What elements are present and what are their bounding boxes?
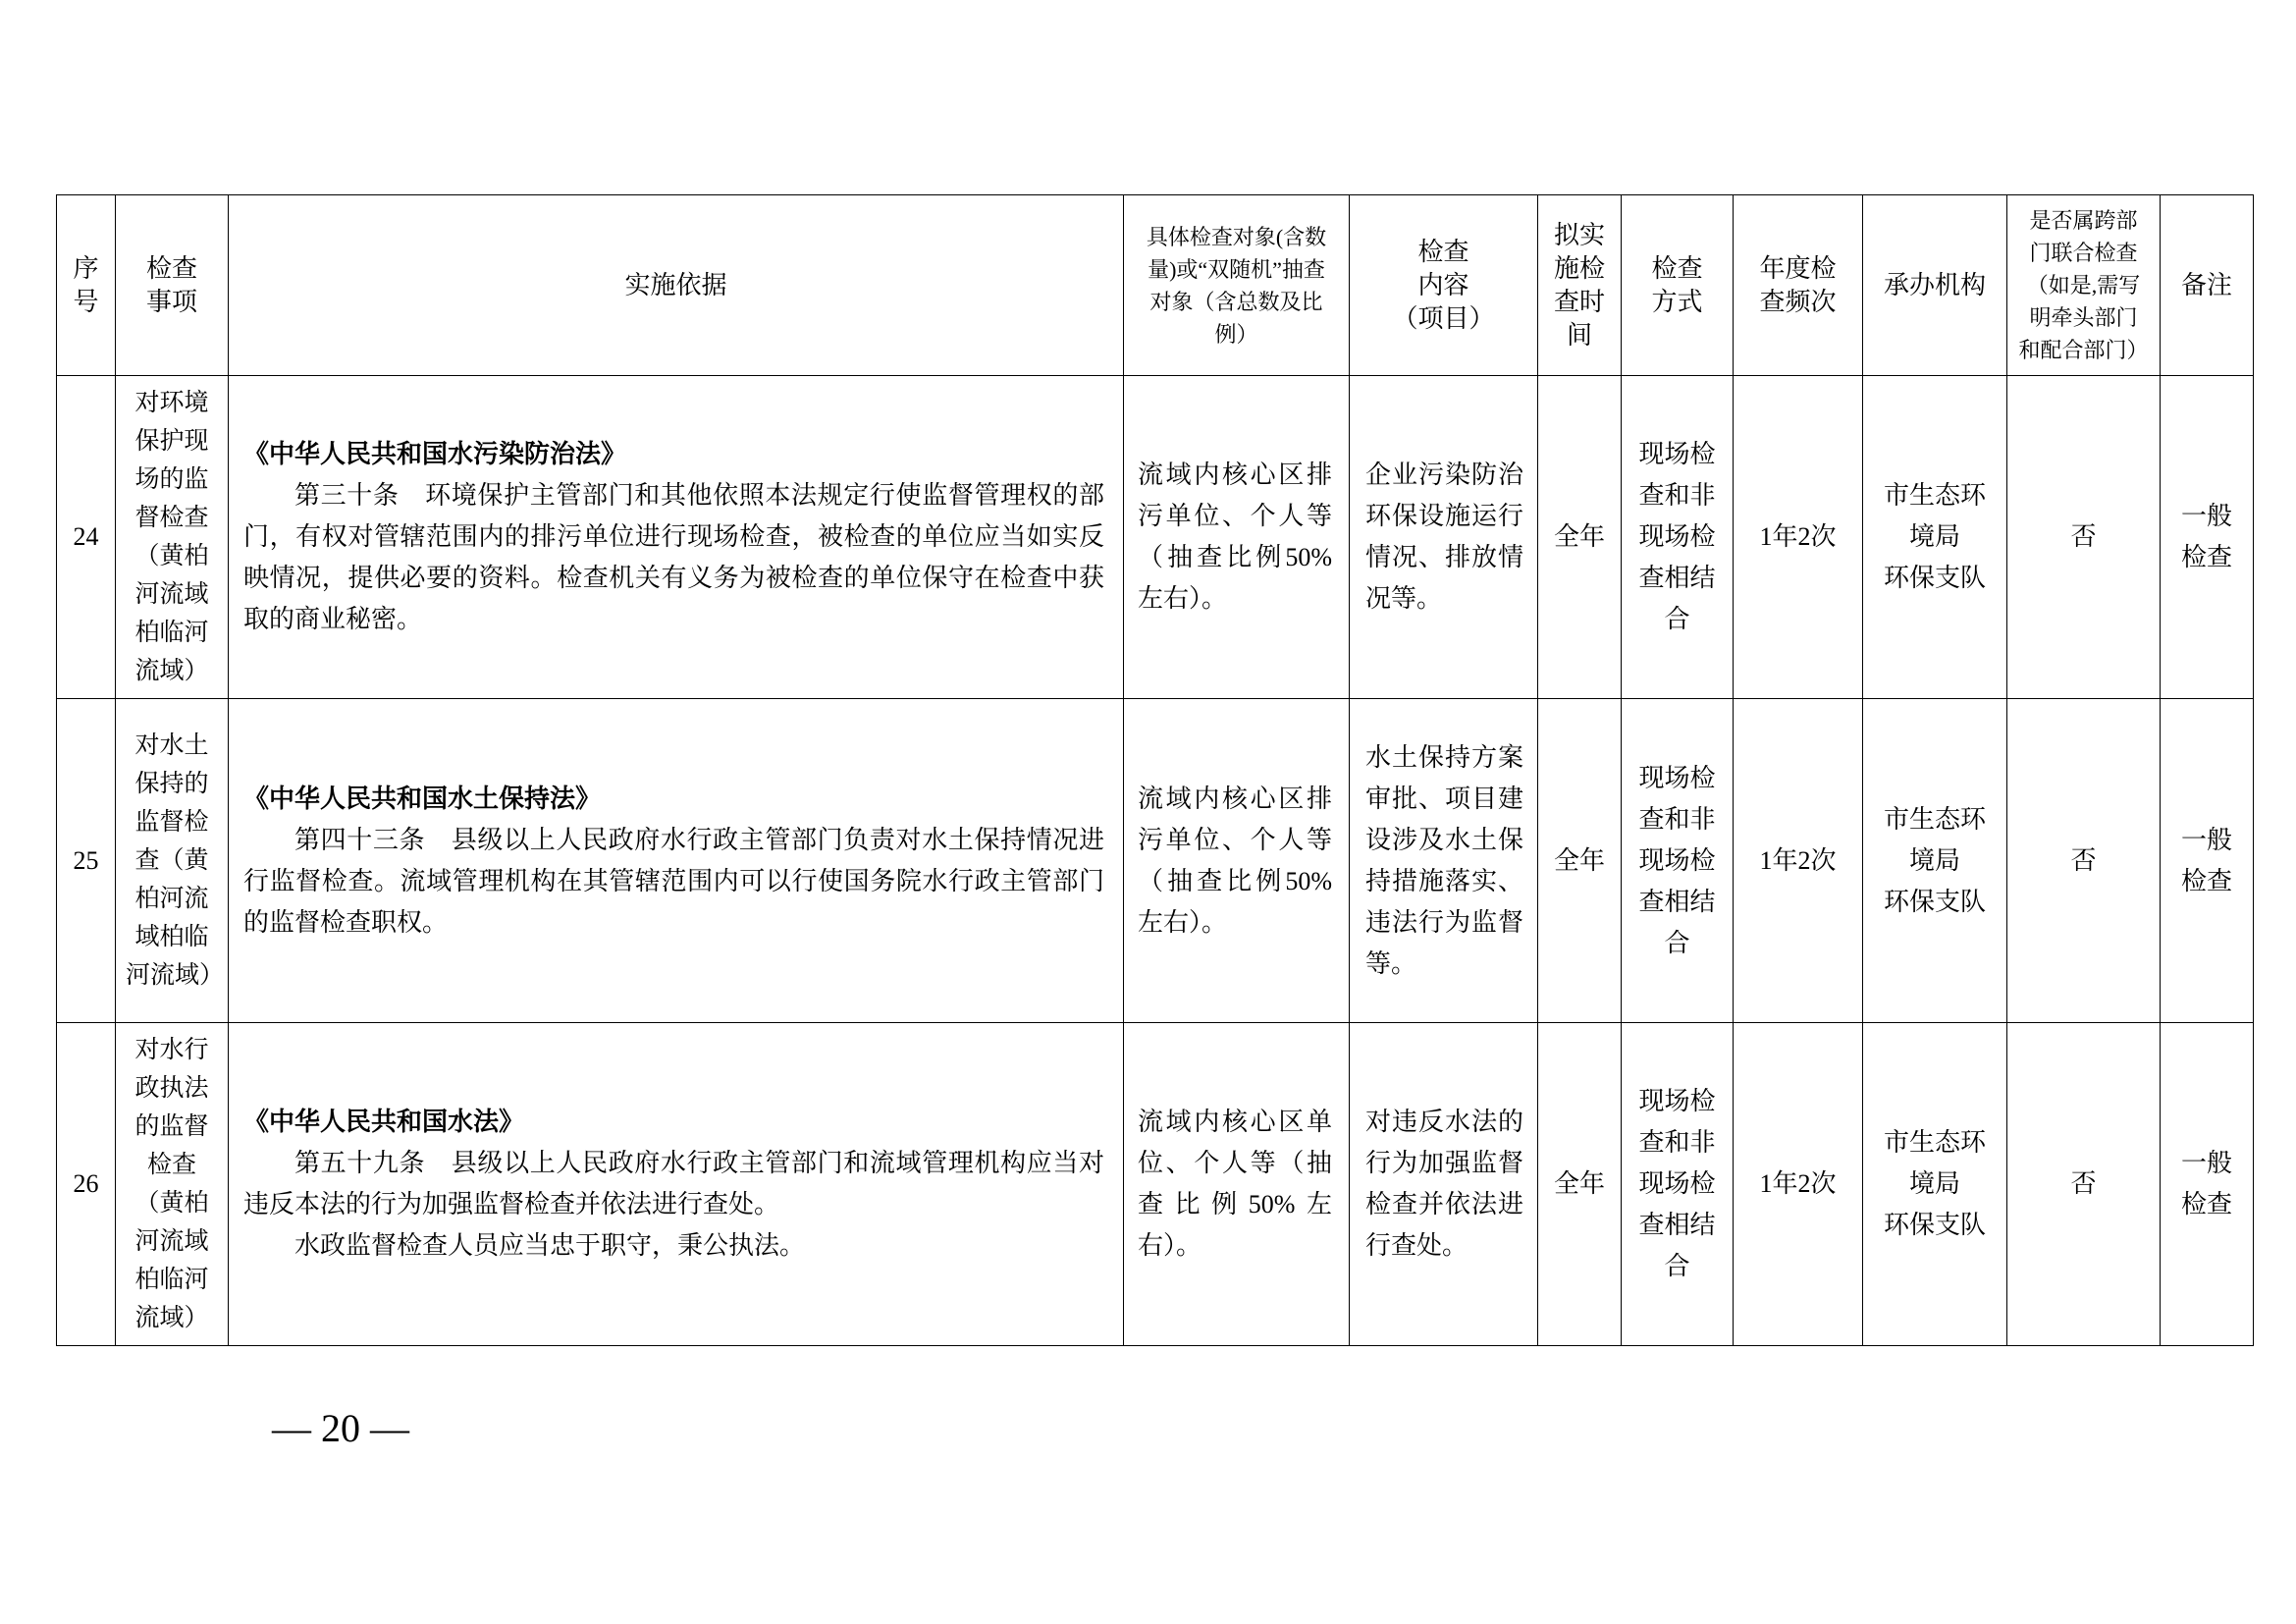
cell-content: 企业污染防治环保设施运行情况、排放情况等。 xyxy=(1350,376,1538,699)
page-number: — 20 — xyxy=(272,1406,409,1450)
law-article: 第四十三条 县级以上人民政府水行政主管部门负责对水土保持情况进行监督检查。流域管理机构在其管辖范围内可以行使国务院水行政主管部门的监督检查职权。 xyxy=(243,825,1104,937)
law-article: 第三十条 环境保护主管部门和其他依照本法规定行使监督管理权的部门，有权对管辖范围内的排污单位进行现场检查，被检查的单位应当如实反映情况，提供必要的资料。检查机关有义务为被检查的单位保守在检查中获取的商业秘密。 xyxy=(243,481,1104,633)
cell-item: 对水行政执法的监督检查（黄柏河流域柏临河流域） xyxy=(116,1023,229,1346)
cell-method: 现场检查和非现场检查相结合 xyxy=(1622,376,1734,699)
table-row xyxy=(57,376,2254,699)
cell-seq: 26 xyxy=(57,1023,116,1346)
cell-target: 流域内核心区排污单位、个人等（抽查比例50%左右）。 xyxy=(1124,376,1350,699)
cell-time: 全年 xyxy=(1538,699,1622,1023)
law-article: 水政监督检查人员应当忠于职守，秉公执法。 xyxy=(294,1231,806,1260)
table-row xyxy=(57,699,2254,1023)
cell-frequency: 1年2次 xyxy=(1734,699,1863,1023)
header-target: 具体检查对象(含数 量)或“双随机”抽查 对象（含总数及比 例） xyxy=(1124,195,1350,376)
cell-basis xyxy=(229,376,1124,699)
header-row xyxy=(57,195,2254,376)
cell-agency xyxy=(1863,1023,2007,1346)
cell-target: 流域内核心区单位、个人等（抽查比例50%左右）。 xyxy=(1124,1023,1350,1346)
law-title: 《中华人民共和国水土保持法》 xyxy=(243,784,602,813)
law-title: 《中华人民共和国水法》 xyxy=(243,1108,525,1136)
header-basis: 实施依据 xyxy=(229,195,1124,376)
cell-remark: 一般检查 xyxy=(2161,376,2254,699)
law-title: 《中华人民共和国水污染防治法》 xyxy=(243,440,627,468)
cell-joint: 否 xyxy=(2007,1023,2161,1346)
cell-joint: 否 xyxy=(2007,699,2161,1023)
cell-content: 水土保持方案审批、项目建设涉及水土保持措施落实、违法行为监督等。 xyxy=(1350,699,1538,1023)
cell-seq: 25 xyxy=(57,699,116,1023)
header-agency: 承办机构 xyxy=(1863,195,2007,376)
agency-unit: 环保支队 xyxy=(1883,887,1986,916)
inspection-table xyxy=(56,194,2254,1346)
cell-time: 全年 xyxy=(1538,1023,1622,1346)
cell-seq: 24 xyxy=(57,376,116,699)
cell-basis xyxy=(229,699,1124,1023)
law-article: 第五十九条 县级以上人民政府水行政主管部门和流域管理机构应当对违反本法的行为加强监督检查并依法进行查处。 xyxy=(243,1149,1104,1218)
cell-agency xyxy=(1863,699,2007,1023)
agency-unit: 环保支队 xyxy=(1883,1211,1986,1239)
cell-frequency: 1年2次 xyxy=(1734,1023,1863,1346)
agency-name: 市生态环境局 xyxy=(1883,481,1986,551)
table-row xyxy=(57,1023,2254,1346)
agency-name: 市生态环境局 xyxy=(1883,804,1986,875)
cell-remark: 一般检查 xyxy=(2161,1023,2254,1346)
cell-item: 对水土保持的监督检查（黄柏河流域柏临河流域） xyxy=(116,699,229,1023)
header-seq: 序 号 xyxy=(57,195,116,376)
cell-target: 流域内核心区排污单位、个人等（抽查比例50%左右）。 xyxy=(1124,699,1350,1023)
header-joint: 是否属跨部 门联合检查 （如是,需写 明牵头部门 和配合部门） xyxy=(2007,195,2161,376)
cell-item: 对环境保护现场的监督检查（黄柏河流域柏临河流域） xyxy=(116,376,229,699)
header-method: 检查 方式 xyxy=(1622,195,1734,376)
cell-method: 现场检查和非现场检查相结合 xyxy=(1622,699,1734,1023)
cell-agency xyxy=(1863,376,2007,699)
header-time: 拟实 施检 查时 间 xyxy=(1538,195,1622,376)
agency-unit: 环保支队 xyxy=(1883,564,1986,592)
cell-time: 全年 xyxy=(1538,376,1622,699)
cell-joint: 否 xyxy=(2007,376,2161,699)
cell-content: 对违反水法的行为加强监督检查并依法进行查处。 xyxy=(1350,1023,1538,1346)
header-frequency: 年度检 查频次 xyxy=(1734,195,1863,376)
cell-remark: 一般检查 xyxy=(2161,699,2254,1023)
header-remark: 备注 xyxy=(2161,195,2254,376)
header-item: 检查 事项 xyxy=(116,195,229,376)
cell-frequency: 1年2次 xyxy=(1734,376,1863,699)
header-content: 检查 内容 （项目） xyxy=(1350,195,1538,376)
cell-basis xyxy=(229,1023,1124,1346)
cell-method: 现场检查和非现场检查相结合 xyxy=(1622,1023,1734,1346)
agency-name: 市生态环境局 xyxy=(1883,1128,1986,1198)
